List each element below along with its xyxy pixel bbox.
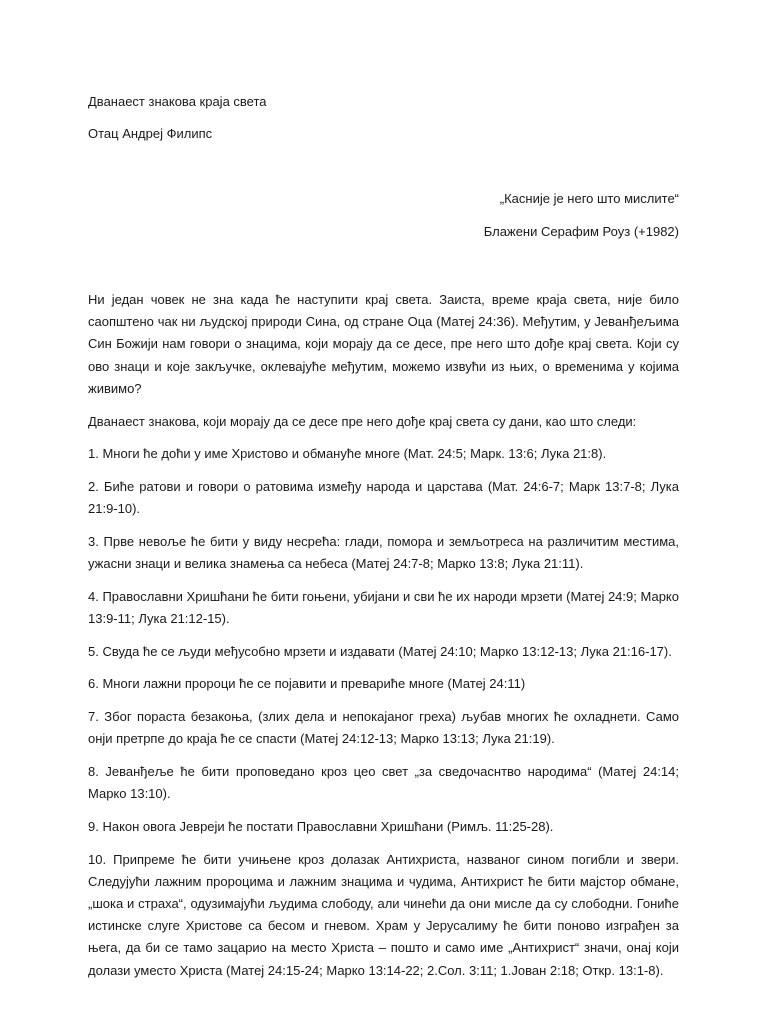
document-author: Отац Андреј Филипс	[88, 126, 213, 141]
list-item: 5. Свуда ће се људи међусобно мрзети и издавати (Матеј 24:10; Марко 13:12-13; Лука 21:16-17).	[88, 643, 672, 659]
list-item: 4. Православни Хришћани ће бити гоњени, убијани и сви ће их народи мрзети (Матеј 24:9; Марко 13:9-11; Лука 21:12-15).	[88, 588, 679, 626]
document-body	[88, 289, 679, 992]
list-item: 3. Прве невоље ће бити у виду несрећа: глади, помора и земљотреса на различитим местима, ужасни знаци и велика знамења са небеса (Матеј 24:7-8; Марко 13:8; Лука 21:11).	[88, 533, 679, 572]
list-item: 1. Многи ће доћи у име Христово и обмануће многе (Мат. 24:5; Марк. 13:6; Лука 21:8).	[88, 446, 607, 462]
document-title: Дванаест знакова краја света	[88, 94, 267, 109]
list-item: 2. Биће ратови и говори о ратовима између народа и царстава (Мат. 24:6-7; Марк 13:7-8; Лука 21:9-10).	[88, 478, 679, 517]
list-item: 8. Јеванђеље ће бити проповедано кроз цео свет „за сведочаснтво народима“ (Матеј 24:14; Марко 13:10).	[88, 763, 679, 802]
intro-paragraph: Ни један човек не зна када ће наступити крај света. Заиста, време краја света, није било саопштено чак ни људској природи Сина, од стране Оца (Матеј 24:36). Међутим, у Јеванђељима Син Божији нам говори о знацима, који морају да се десе, пре него што дође крај света. Који су ово знаци и које закључке, оклевајуће међутим, можемо извући из њих, о временима у којима живимо?	[88, 292, 679, 396]
epigraph-quote: „Касније је него што мислите“	[499, 191, 679, 206]
list-item: 6. Многи лажни пророци ће се појавити и превариће многе (Матеј 24:11)	[88, 676, 526, 692]
epigraph-source: Блажени Серафим Роуз (+1982)	[483, 224, 679, 239]
list-item: 9. Након овога Јевреји ће постати Православни Хришћани (Римљ. 11:25-28).	[88, 818, 554, 834]
lead-paragraph: Дванаест знакова, који морају да се десе пре него дође крај света су дани, као што следи:	[88, 413, 637, 429]
list-item: 10. Припреме ће бити учињене кроз долазак Антихриста, названог сином погибли и звери. Следујући лажним пророцима и лажним знацима и чудима, Антихрист ће бити мајстор обмане, „шока и страха“, одузимајући људима слободу, али чинећи да они мисле да су слободни. Гониће истинске слуге Христове са бесом и гневом. Храм у Јерусалиму ће бити поново изграђен за њега, да би се тамо зацарио на место Христа – пошто и само име „Антихрист“ значи, онај који долази уместо Христа (Матеј 24:15-24; Марко 13:14-22; 2.Сол. 3:11; 1.Јован 2:18; Откр. 13:1-8).	[88, 851, 679, 978]
list-item: 7. Због пораста безакоња, (злих дела и непокајаног греха) љубав многих ће охладнети. Само онји претрпе до краја ће се спасти (Матеј 24:12-13; Марко 13:13; Лука 21:19).	[88, 709, 679, 747]
